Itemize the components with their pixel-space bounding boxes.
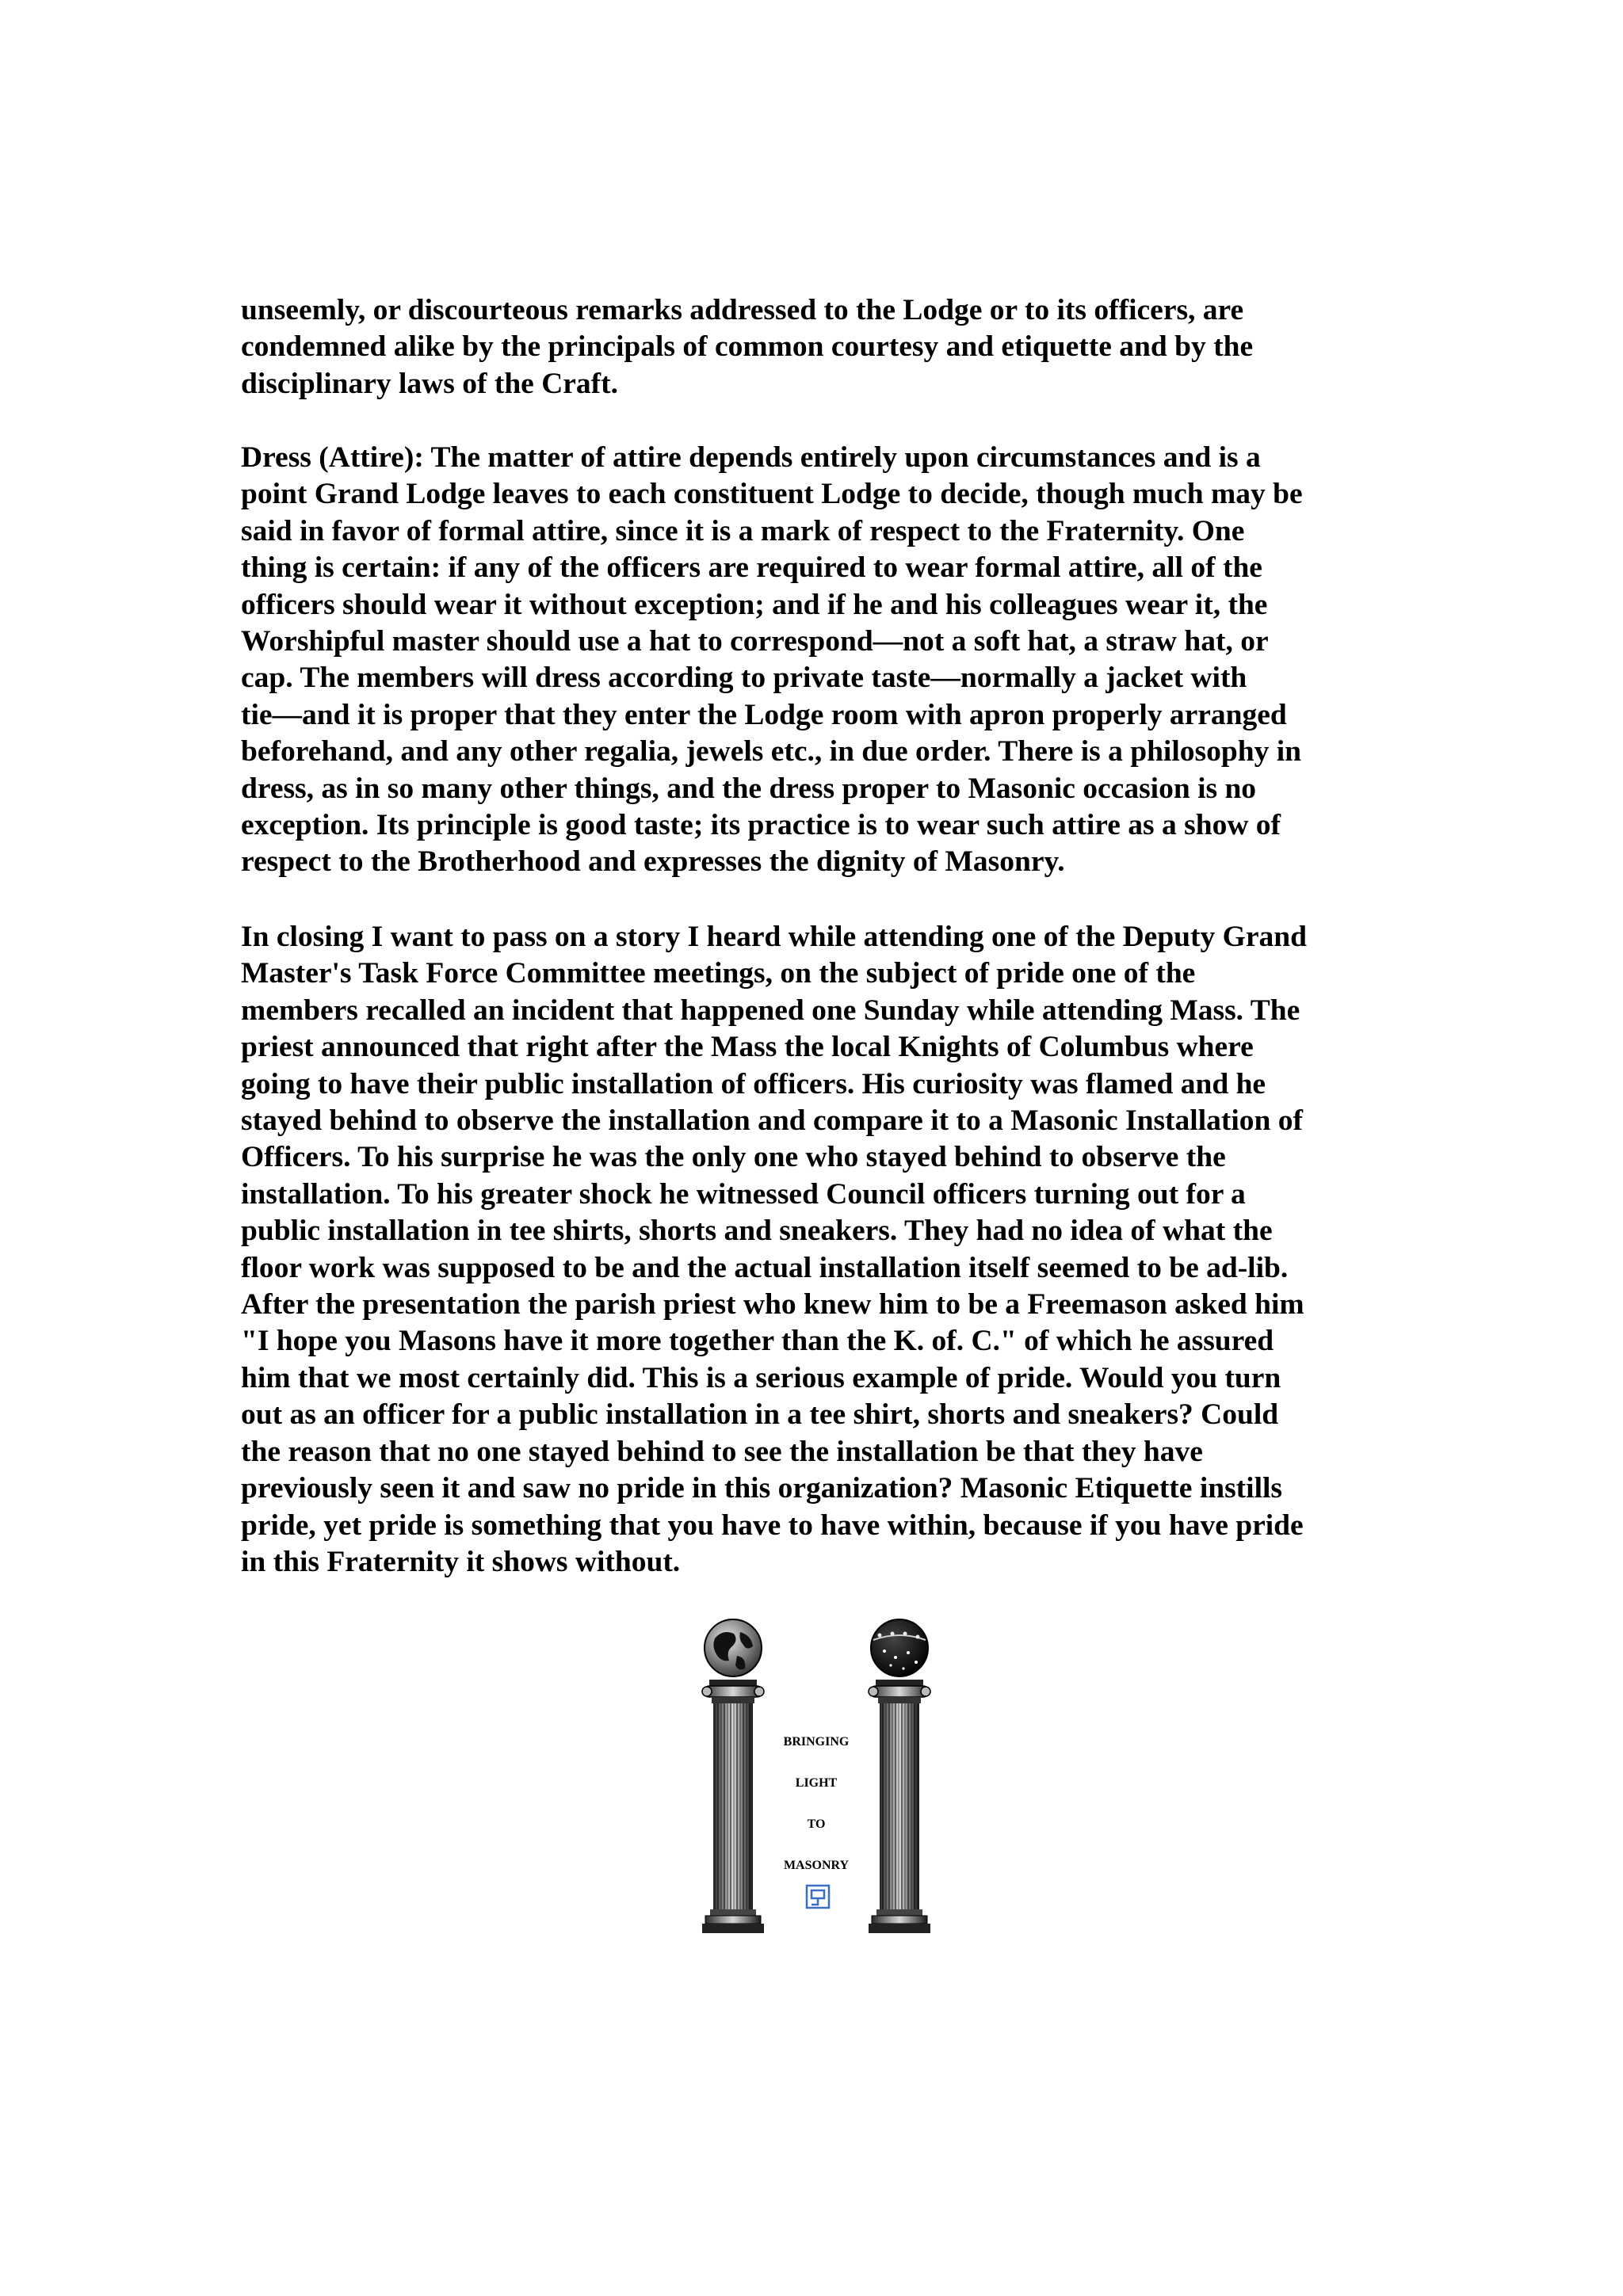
text-line: dress, as in so many other things, and the dress proper to Masonic occasion is no [241, 772, 1257, 805]
terrestrial-globe-icon [705, 1619, 762, 1676]
text-line: respect to the Brotherhood and expresses the dignity of Masonry. [241, 845, 1065, 879]
text-line: Master's Task Force Committee meetings, on the subject of pride one of the [241, 957, 1196, 990]
text-line: disciplinary laws of the Craft. [241, 367, 619, 400]
text-line: the reason that no one stayed behind to see the installation be that they have [241, 1435, 1203, 1468]
text-line: point Grand Lodge leaves to each constituent Lodge to decide, though much may be [241, 478, 1303, 511]
text-line: public installation in tee shirts, shorts and sneakers. They had no idea of what the [241, 1215, 1273, 1248]
text-line: cap. The members will dress according to private taste—normally a jacket with [241, 662, 1247, 695]
emblem-word-masonry: MASONRY [783, 1859, 850, 1872]
text-line: Officers. To his surprise he was the only one who stayed behind to observe the [241, 1141, 1226, 1174]
text-line: stayed behind to observe the installation and compare it to a Masonic Installation of [241, 1104, 1303, 1138]
text-line: "I hope you Masons have it more together than the K. of. C." of which he assured [241, 1325, 1274, 1358]
text-line: pride, yet pride is something that you have to have within, because if you have pride [241, 1508, 1304, 1542]
text-line: unseemly, or discourteous remarks addressed to the Lodge or to its officers, are [241, 294, 1244, 326]
text-line: him that we most certainly did. This is a serious example of pride. Would you turn [241, 1361, 1281, 1394]
text-line: tie—and it is proper that they enter the Lodge room with apron properly arranged [241, 698, 1287, 731]
celestial-globe-icon [871, 1619, 928, 1676]
text-line: in this Fraternity it shows without. [241, 1545, 681, 1578]
text-line: Worshipful master should use a hat to correspond—not a soft hat, a straw hat, or [241, 625, 1269, 658]
text-line: priest announced that right after the Mass the local Knights of Columbus where [241, 1031, 1254, 1064]
square-mark-icon [807, 1886, 829, 1908]
text-line: Dress (Attire): The matter of attire depends entirely upon circumstances and is a [241, 441, 1261, 474]
text-line: officers should wear it without exception; and if he and his colleagues wear it, the [241, 588, 1268, 621]
right-pillar [869, 1619, 930, 1933]
text-line: out as an officer for a public installation in a tee shirt, shorts and sneakers? Could [241, 1398, 1279, 1432]
emblem-word-to: TO [807, 1817, 826, 1831]
text-line: installation. To his greater shock he witnessed Council officers turning out for a [241, 1177, 1246, 1211]
emblem-word-bringing: BRINGING [783, 1735, 850, 1749]
text-line: exception. Its principle is good taste; its practice is to wear such attire as a show of [241, 809, 1281, 842]
masonic-pillars-emblem [697, 1616, 935, 1941]
text-line: After the presentation the parish priest who knew him to be a Freemason asked him [241, 1288, 1304, 1322]
text-line: In closing I want to pass on a story I heard while attending one of the Deputy Grand [241, 921, 1307, 953]
text-line: condemned alike by the principals of common courtesy and etiquette and by the [241, 330, 1254, 364]
text-line: thing is certain: if any of the officers are required to wear formal attire, all of the [241, 551, 1262, 585]
text-line: members recalled an incident that happened one Sunday while attending Mass. The [241, 994, 1300, 1027]
paragraph-courtesy-end [241, 292, 1398, 402]
text-line: going to have their public installation of officers. His curiosity was flamed and he [241, 1067, 1266, 1100]
text-line: beforehand, and any other regalia, jewels etc., in due order. There is a philosophy in [241, 735, 1301, 769]
paragraph-dress-attire [241, 440, 1398, 881]
paragraph-closing-story [241, 919, 1398, 1581]
text-line: floor work was supposed to be and the actual installation itself seemed to be ad-lib. [241, 1251, 1289, 1284]
emblem-word-light: LIGHT [795, 1776, 838, 1790]
left-pillar [702, 1619, 764, 1933]
text-line: said in favor of formal attire, since it is a mark of respect to the Fraternity. One [241, 514, 1245, 547]
text-line: previously seen it and saw no pride in this organization? Masonic Etiquette instills [241, 1472, 1283, 1505]
